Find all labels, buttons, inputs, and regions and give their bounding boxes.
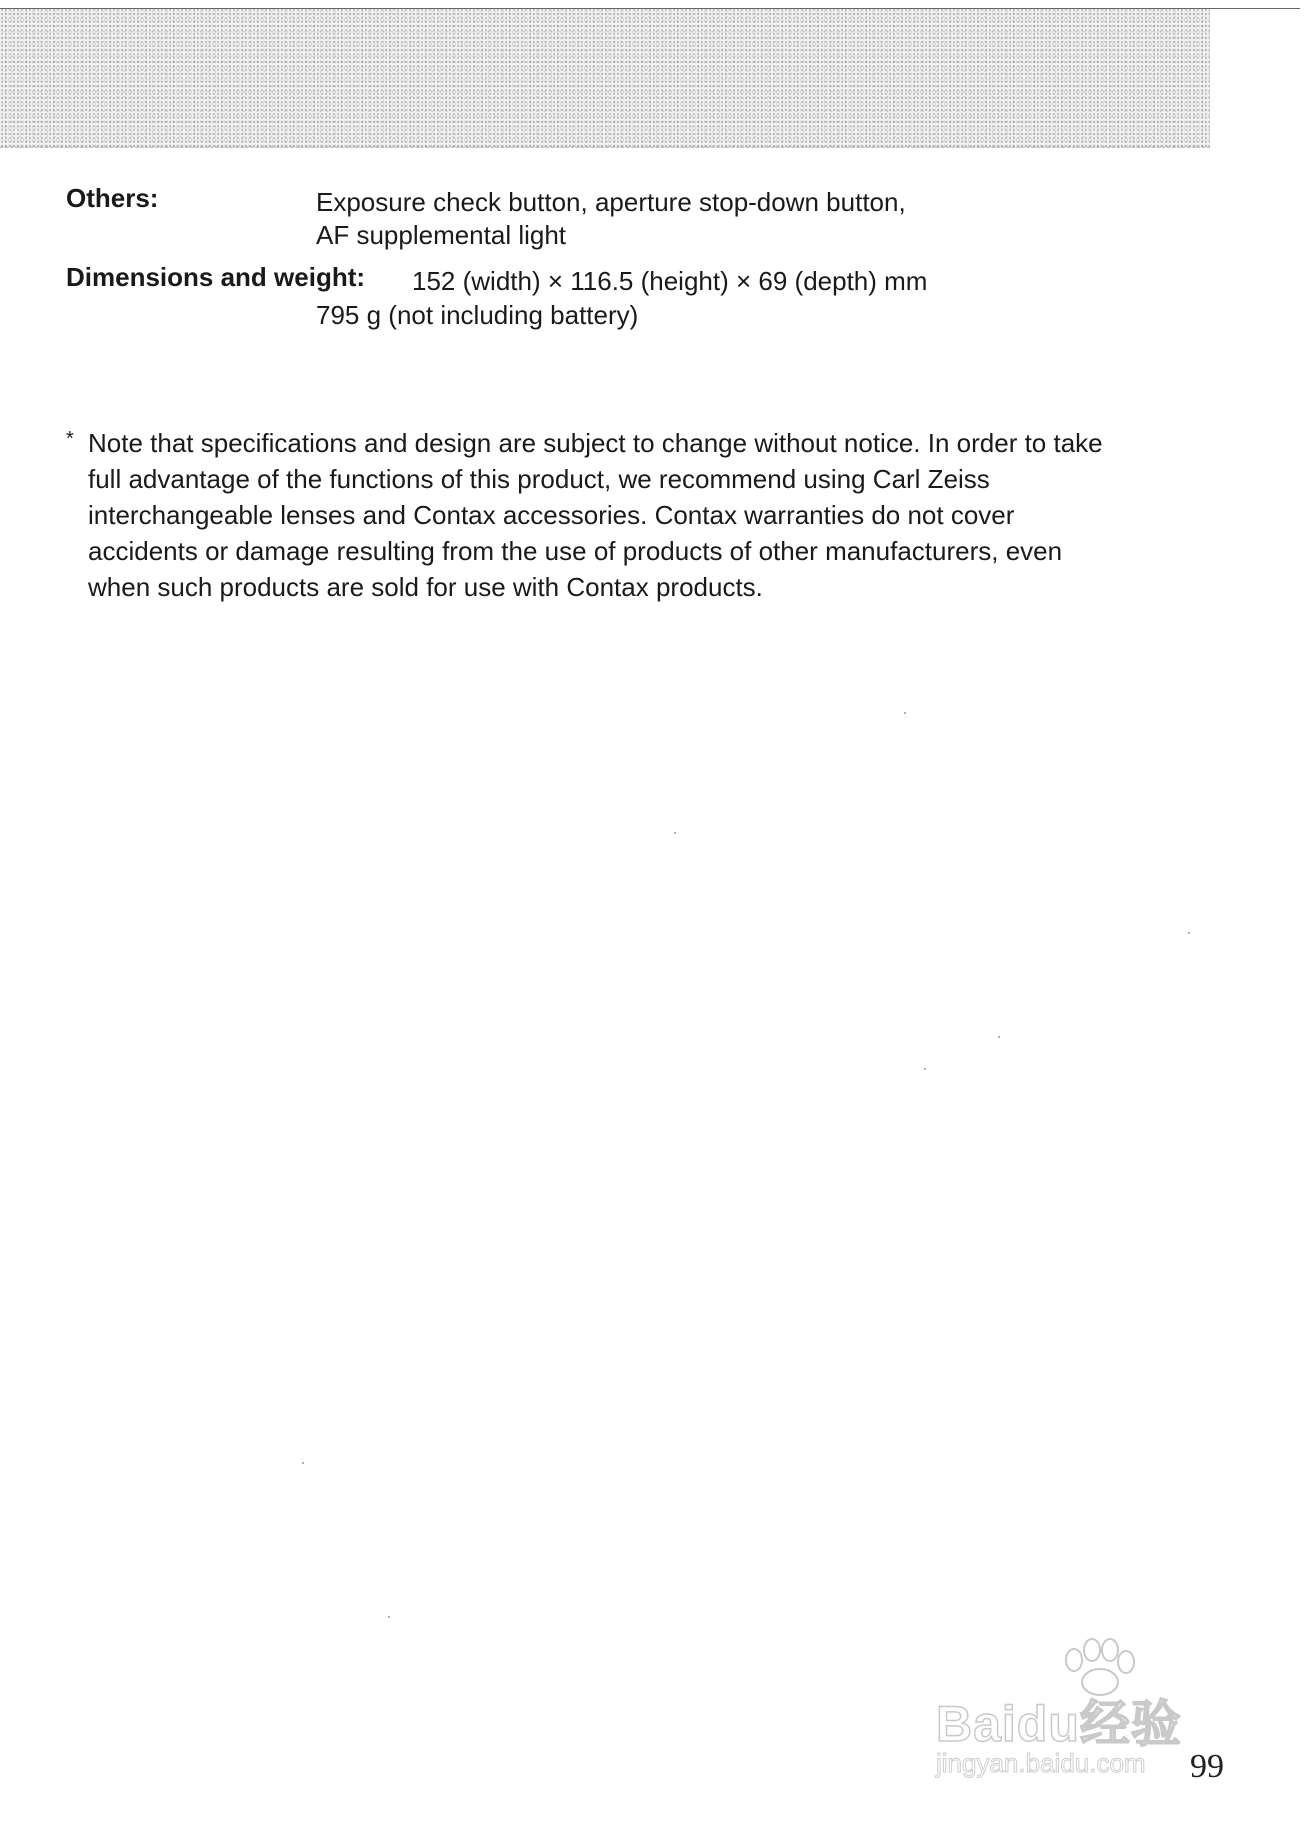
scan-speck <box>302 1462 304 1464</box>
watermark-brand: Baidu经验 <box>936 1696 1182 1752</box>
spec-others <box>66 182 1166 252</box>
watermark-url: jingyan.baidu.com <box>936 1748 1146 1778</box>
scan-speck <box>924 1068 926 1070</box>
note-line-4: accidents or damage resulting from the use of products of other manufacturers, even <box>88 536 1063 566</box>
spec-dimensions-line-2: 795 g (not including battery) <box>316 300 639 330</box>
header-halftone-band <box>0 8 1210 148</box>
scan-speck <box>904 712 906 714</box>
spec-others-line-2: AF supplemental light <box>316 220 567 250</box>
note-asterisk: * <box>66 428 74 450</box>
spec-dimensions <box>66 261 1166 331</box>
note-line-3: interchangeable lenses and Contax accessories. Contax warranties do not cover <box>88 500 1015 530</box>
spec-others-value <box>316 186 906 252</box>
note-line-1: Note that specifications and design are subject to change without notice. In order to take <box>88 428 1103 458</box>
header-bottom-edge <box>0 147 1210 148</box>
scan-speck <box>388 1616 390 1618</box>
spec-dimensions-line-1: 152 (width) × 116.5 (height) × 69 (depth) mm <box>412 266 928 296</box>
spec-others-line-1: Exposure check button, aperture stop-down button, <box>316 187 906 217</box>
page-number: 99 <box>1190 1748 1224 1785</box>
note-line-5: when such products are sold for use with Contax products. <box>88 572 763 602</box>
scan-speck <box>998 1036 1000 1038</box>
scan-speck <box>1188 932 1190 934</box>
header-rule <box>0 8 1300 9</box>
spec-others-label: Others: <box>66 183 159 213</box>
note-line-2: full advantage of the functions of this product, we recommend using Carl Zeiss <box>88 464 990 494</box>
scan-speck <box>674 832 676 834</box>
spec-dimensions-label: Dimensions and weight: <box>66 262 366 292</box>
